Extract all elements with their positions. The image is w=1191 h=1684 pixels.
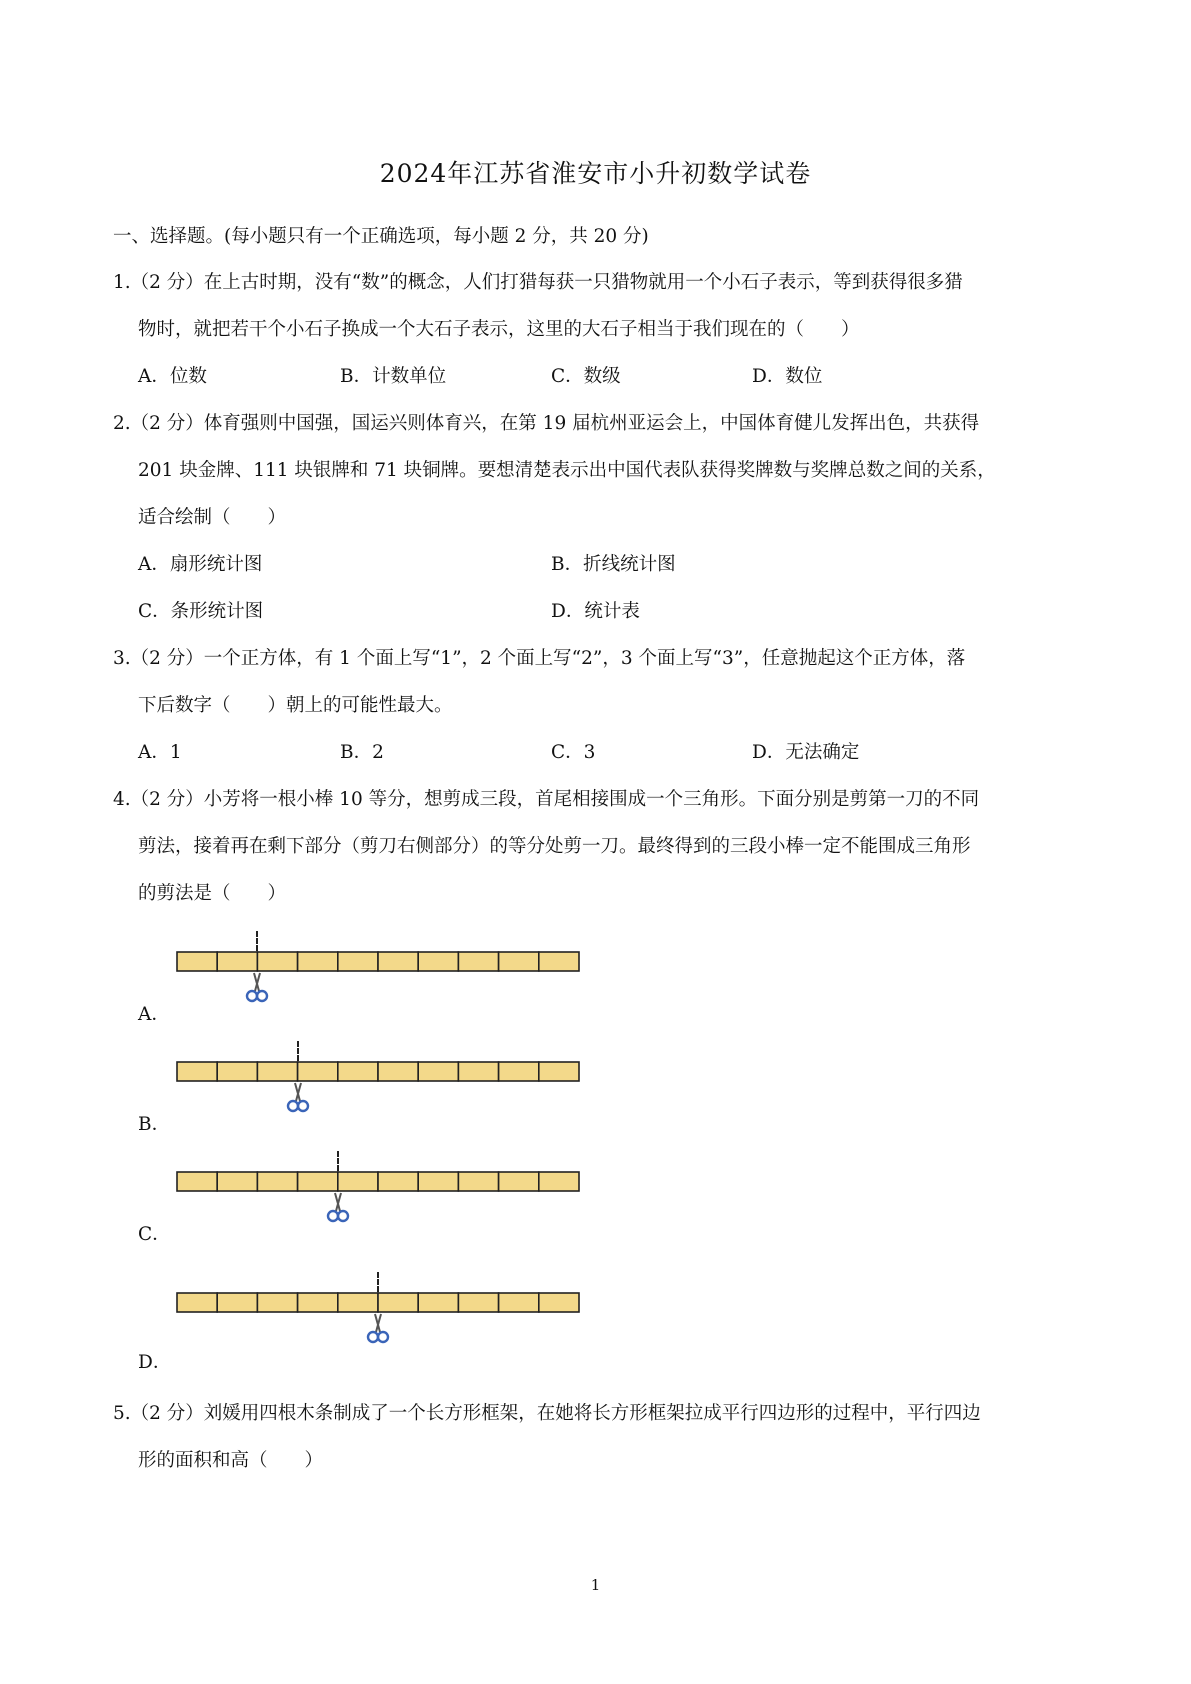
stick-d [177, 1293, 579, 1312]
question-4-option-b: B． [138, 1114, 171, 1135]
question-2-option-d: D．统计表 [551, 601, 640, 622]
question-2-line-3: 适合绘制（ ） [138, 507, 287, 528]
question-4-option-d: D． [138, 1352, 172, 1373]
stick-segment [499, 1293, 539, 1312]
question-1-option-b: B．计数单位 [340, 366, 447, 387]
page-number: 1 [590, 1576, 601, 1594]
question-1-line-1: 1.（2 分）在上古时期，没有“数”的概念，人们打猎每获一只猎物就用一个小石子表示，等到获得很多猎 [113, 272, 963, 293]
stick-segment [458, 1172, 498, 1191]
question-4-option-c: C． [138, 1224, 171, 1245]
stick-segment [257, 1172, 297, 1191]
stick-segment [378, 1172, 418, 1191]
question-3-option-b: B．2 [340, 742, 384, 763]
stick-segment [499, 952, 539, 971]
question-3-line-1: 3.（2 分）一个正方体，有 1 个面上写“1”，2 个面上写“2”，3 个面上写“3”，任意抛起这个正方体，落 [113, 648, 966, 669]
stick-segment [298, 1293, 338, 1312]
question-2-option-b: B．折线统计图 [551, 554, 676, 575]
scissors-icon [244, 971, 270, 1005]
question-1-option-a: A．位数 [138, 366, 207, 387]
stick-a [177, 952, 579, 971]
stick-segment [217, 952, 257, 971]
stick-segment [418, 952, 458, 971]
section-heading: 一、选择题。(每小题只有一个正确选项，每小题 2 分，共 20 分) [113, 226, 649, 247]
stick-segment [378, 1293, 418, 1312]
stick-segment [298, 1062, 338, 1081]
question-4-option-a: A． [138, 1004, 170, 1025]
question-1-option-d: D．数位 [752, 366, 823, 387]
stick-segment [458, 1062, 498, 1081]
question-5-line-2: 形的面积和高（ ） [138, 1450, 324, 1471]
stick-segment [217, 1062, 257, 1081]
stick-segment [338, 952, 378, 971]
question-3-option-c: C．3 [551, 742, 596, 763]
stick-segment [539, 1062, 579, 1081]
stick-segment [338, 1062, 378, 1081]
question-4-line-3: 的剪法是（ ） [138, 883, 287, 904]
cut-mark [256, 931, 258, 951]
question-2-line-1: 2.（2 分）体育强则中国强，国运兴则体育兴，在第 19 届杭州亚运会上，中国体育健儿发挥出色，共获得 [113, 413, 980, 434]
stick-segment [539, 952, 579, 971]
stick-segment [177, 1293, 217, 1312]
stick-segment [177, 1062, 217, 1081]
question-3-option-a: A．1 [138, 742, 182, 763]
stick-segment [499, 1062, 539, 1081]
stick-segment [458, 1293, 498, 1312]
stick-segment [539, 1172, 579, 1191]
stick-segment [217, 1293, 257, 1312]
cut-mark [337, 1151, 339, 1171]
page-title: 2024年江苏省淮安市小升初数学试卷 [379, 159, 812, 188]
cut-mark [377, 1272, 379, 1292]
question-2-option-c: C．条形统计图 [138, 601, 264, 622]
question-4-line-2: 剪法，接着再在剩下部分（剪刀右侧部分）的等分处剪一刀。最终得到的三段小棒一定不能围成三角形 [138, 836, 971, 857]
scissors-icon [325, 1191, 351, 1225]
question-4-line-1: 4.（2 分）小芳将一根小棒 10 等分，想剪成三段，首尾相接围成一个三角形。下面分别是剪第一刀的不同 [113, 789, 980, 810]
stick-segment [418, 1062, 458, 1081]
scissors-icon [365, 1312, 391, 1346]
stick-segment [298, 952, 338, 971]
question-3-line-2: 下后数字（ ）朝上的可能性最大。 [138, 695, 453, 716]
question-5-line-1: 5.（2 分）刘媛用四根木条制成了一个长方形框架，在她将长方形框架拉成平行四边形的过程中，平行四边 [113, 1403, 981, 1424]
stick-segment [298, 1172, 338, 1191]
stick-segment [217, 1172, 257, 1191]
stick-segment [418, 1293, 458, 1312]
stick-segment [257, 1293, 297, 1312]
stick-c [177, 1172, 579, 1191]
stick-segment [338, 1172, 378, 1191]
stick-segment [499, 1172, 539, 1191]
question-2-line-2: 201 块金牌、111 块银牌和 71 块铜牌。要想清楚表示出中国代表队获得奖牌数与奖牌总数之间的关系， [138, 460, 996, 481]
stick-segment [378, 1062, 418, 1081]
stick-segment [338, 1293, 378, 1312]
stick-segment [257, 1062, 297, 1081]
question-2-option-a: A．扇形统计图 [138, 554, 263, 575]
stick-segment [378, 952, 418, 971]
cut-mark [297, 1041, 299, 1061]
question-3-option-d: D．无法确定 [752, 742, 860, 763]
stick-segment [177, 952, 217, 971]
stick-segment [458, 952, 498, 971]
stick-segment [418, 1172, 458, 1191]
scissors-icon [285, 1081, 311, 1115]
stick-b [177, 1062, 579, 1081]
stick-segment [539, 1293, 579, 1312]
question-1-line-2: 物时，就把若干个小石子换成一个大石子表示，这里的大石子相当于我们现在的（ ） [138, 319, 860, 340]
stick-segment [257, 952, 297, 971]
stick-segment [177, 1172, 217, 1191]
question-1-option-c: C．数级 [551, 366, 621, 387]
